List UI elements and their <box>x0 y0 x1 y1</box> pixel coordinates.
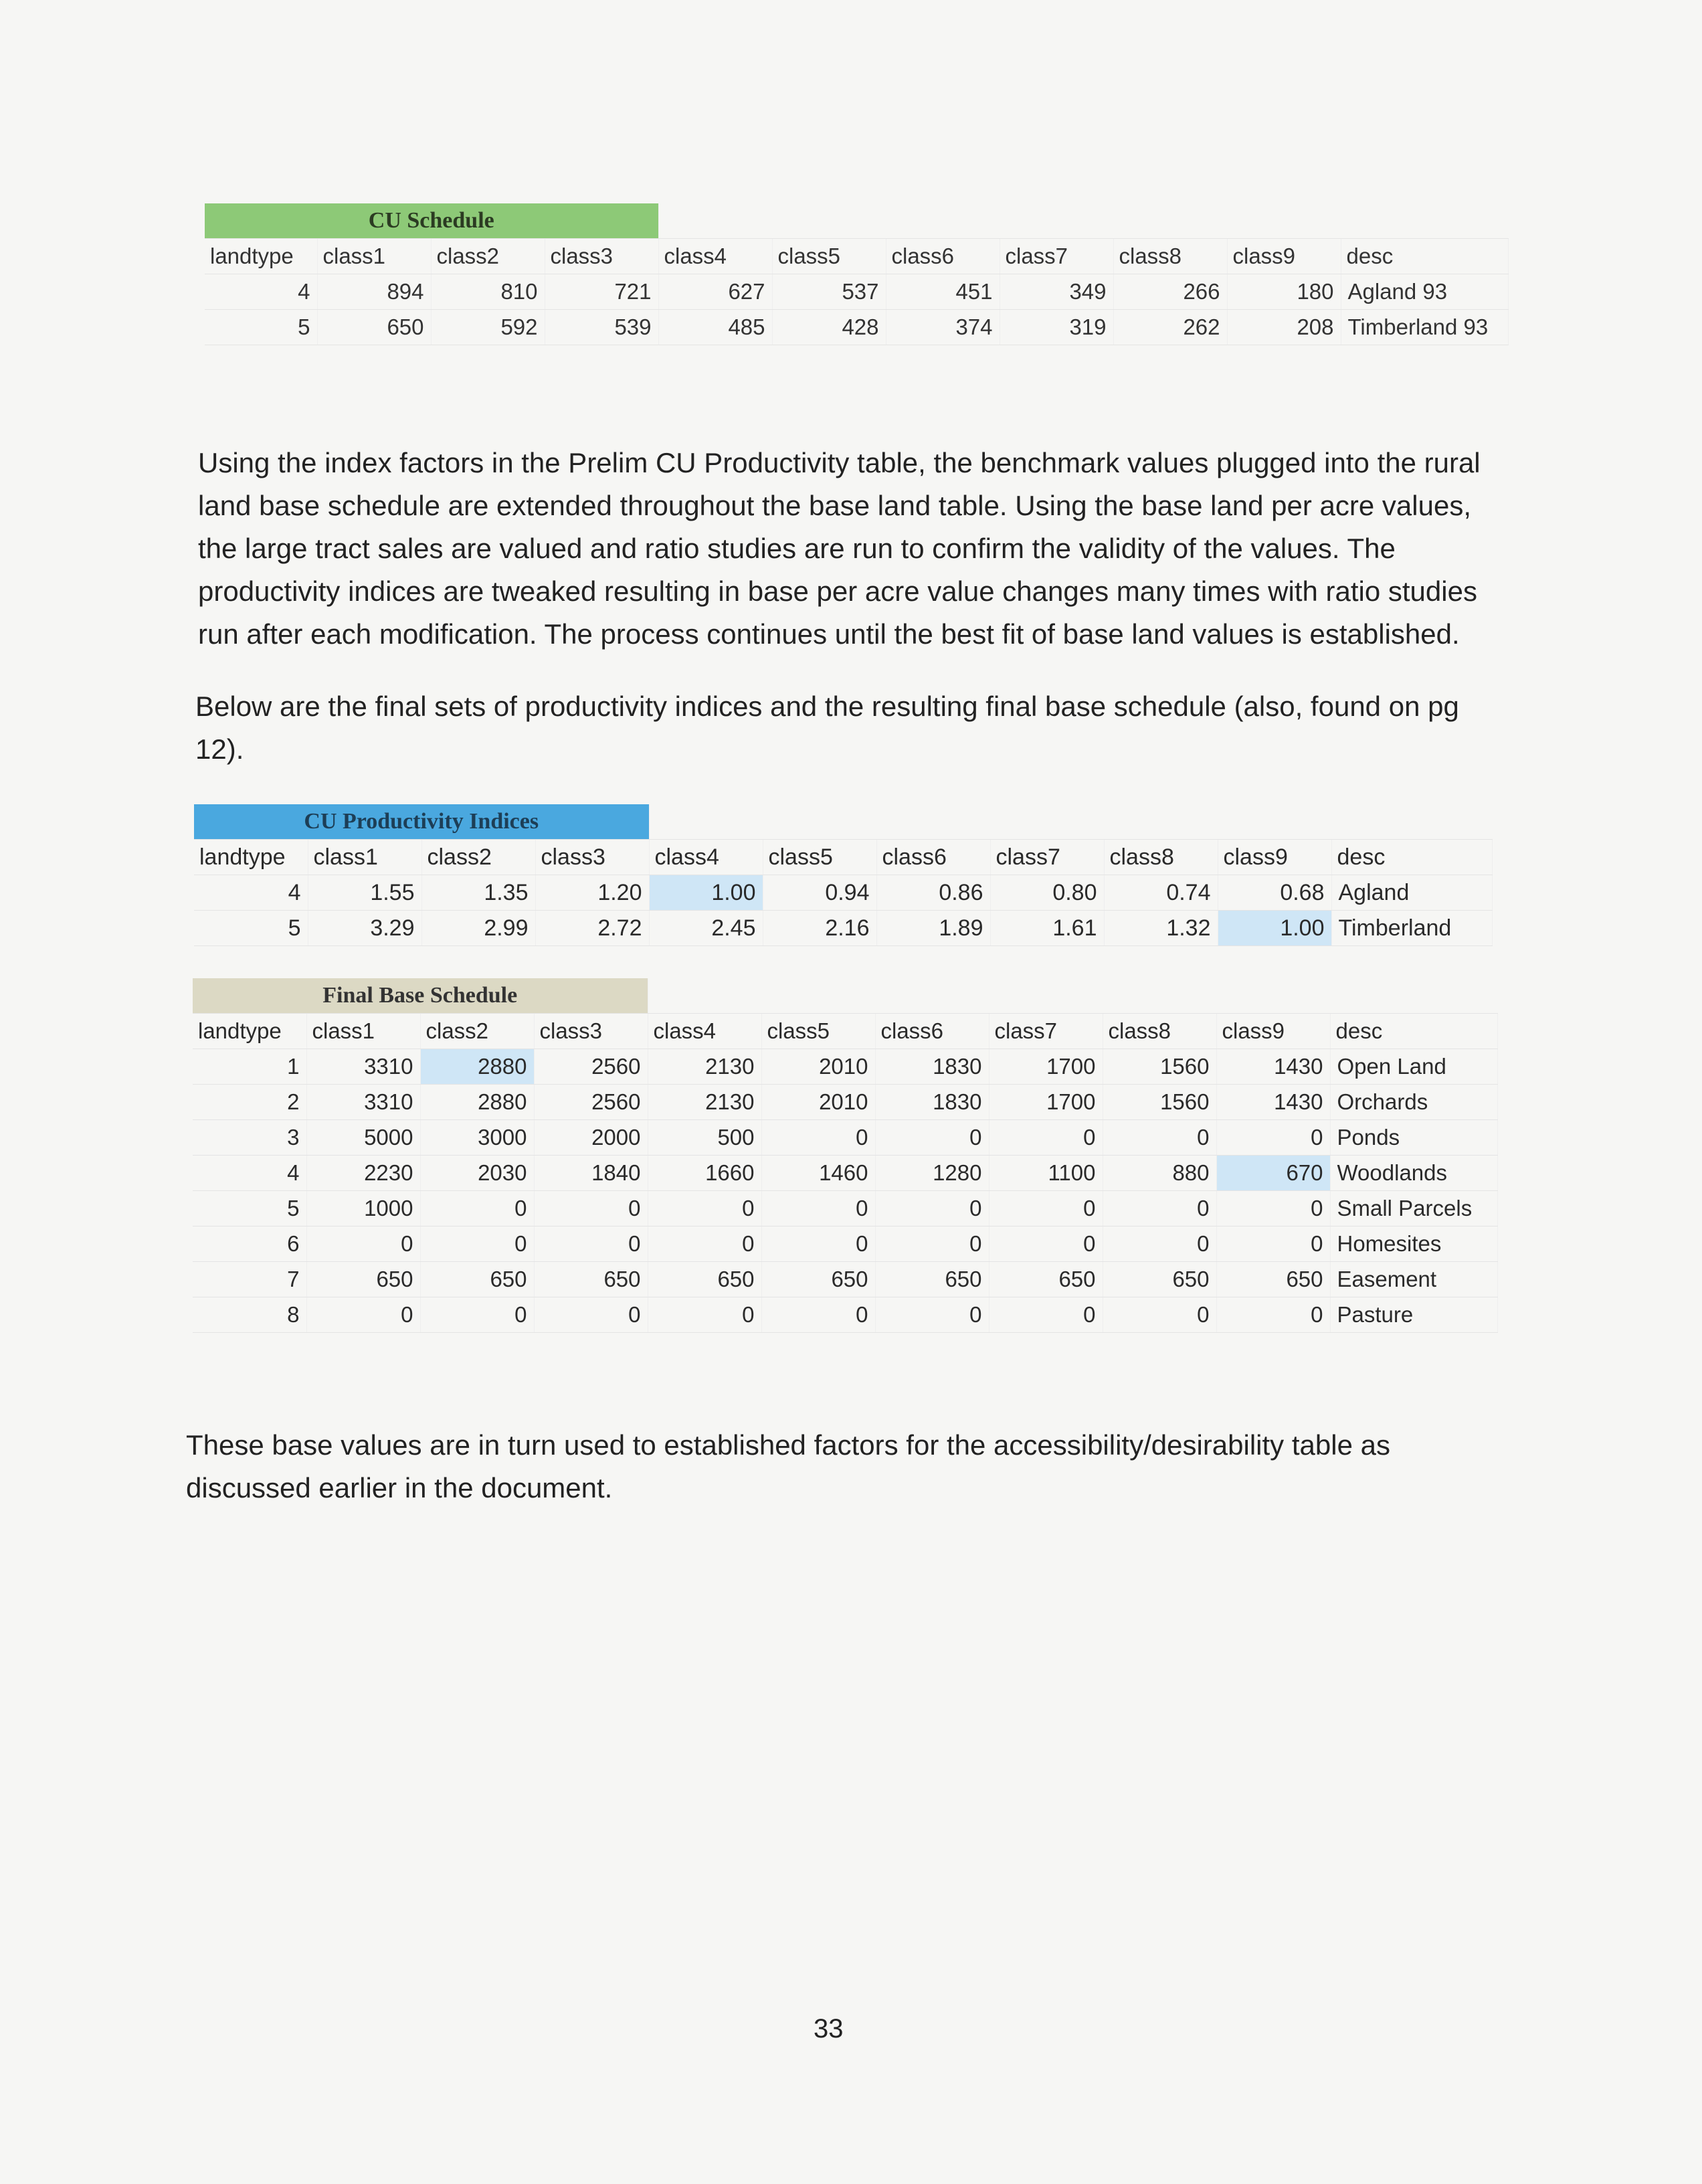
paragraph-final-sets: Below are the final sets of productivity indices and the resulting final base schedule (also, found on pg 12). <box>195 691 1459 765</box>
column-header-class5: class5 <box>772 239 886 274</box>
value-cell: 0 <box>1216 1297 1330 1333</box>
value-cell: 2880 <box>420 1049 534 1085</box>
value-cell: 0 <box>534 1226 648 1262</box>
value-cell: 1.00 <box>649 875 763 911</box>
value-cell: 349 <box>1000 274 1113 310</box>
desc-cell: Timberland 93 <box>1341 310 1508 345</box>
value-cell: 1280 <box>875 1156 989 1191</box>
value-cell: 2130 <box>648 1085 761 1120</box>
table-row <box>193 1156 1497 1191</box>
value-cell: 670 <box>1216 1156 1330 1191</box>
desc-cell: Orchards <box>1330 1085 1497 1120</box>
column-header-class2: class2 <box>421 840 535 875</box>
value-cell: 2.72 <box>535 911 649 946</box>
column-header-class7: class7 <box>990 840 1104 875</box>
value-cell: 0 <box>648 1297 761 1333</box>
cu-productivity-indices-table <box>194 804 1493 946</box>
value-cell: 451 <box>886 274 1000 310</box>
value-cell: 650 <box>761 1262 875 1297</box>
value-cell: 650 <box>875 1262 989 1297</box>
value-cell: 5000 <box>306 1120 420 1156</box>
page-number: 33 <box>814 2014 844 2043</box>
column-header-class3: class3 <box>545 239 658 274</box>
table-row <box>193 1049 1497 1085</box>
column-header-class4: class4 <box>649 840 763 875</box>
value-cell: 0 <box>648 1226 761 1262</box>
value-cell: 1700 <box>989 1049 1103 1085</box>
table-row <box>205 310 1508 345</box>
table-row <box>194 911 1492 946</box>
desc-cell: Pasture <box>1330 1297 1497 1333</box>
column-header-class8: class8 <box>1104 840 1218 875</box>
paragraph-base-values: These base values are in turn used to established factors for the accessibility/desirability table as discussed earlier in the document. <box>186 1429 1390 1504</box>
value-cell: 0 <box>875 1226 989 1262</box>
value-cell: 0 <box>648 1191 761 1226</box>
column-header-class5: class5 <box>761 1014 875 1049</box>
cu-schedule-table <box>205 203 1509 345</box>
column-header-desc: desc <box>1331 840 1492 875</box>
value-cell: 266 <box>1113 274 1227 310</box>
value-cell: 0.94 <box>763 875 876 911</box>
value-cell: 1.89 <box>876 911 990 946</box>
column-header-class2: class2 <box>420 1014 534 1049</box>
value-cell: 2560 <box>534 1085 648 1120</box>
column-header-class6: class6 <box>876 840 990 875</box>
cu-schedule-header-row <box>205 239 1508 274</box>
value-cell: 0 <box>1216 1226 1330 1262</box>
value-cell: 2130 <box>648 1049 761 1085</box>
table-row <box>193 1226 1497 1262</box>
column-header-desc: desc <box>1330 1014 1497 1049</box>
value-cell: 0 <box>875 1191 989 1226</box>
value-cell: 374 <box>886 310 1000 345</box>
value-cell: 650 <box>648 1262 761 1297</box>
value-cell: 0.68 <box>1218 875 1331 911</box>
column-header-class6: class6 <box>875 1014 989 1049</box>
value-cell: 0.80 <box>990 875 1104 911</box>
value-cell: 0 <box>420 1191 534 1226</box>
value-cell: 180 <box>1227 274 1341 310</box>
value-cell: 319 <box>1000 310 1113 345</box>
value-cell: 2230 <box>306 1156 420 1191</box>
column-header-class4: class4 <box>658 239 772 274</box>
value-cell: 1660 <box>648 1156 761 1191</box>
value-cell: 208 <box>1227 310 1341 345</box>
value-cell: 1830 <box>875 1049 989 1085</box>
value-cell: 0 <box>420 1297 534 1333</box>
column-header-class1: class1 <box>317 239 431 274</box>
column-header-class9: class9 <box>1216 1014 1330 1049</box>
value-cell: 650 <box>989 1262 1103 1297</box>
value-cell: 1.32 <box>1104 911 1218 946</box>
value-cell: 880 <box>1103 1156 1216 1191</box>
column-header-class5: class5 <box>763 840 876 875</box>
value-cell: 3310 <box>306 1085 420 1120</box>
landtype-cell: 5 <box>194 911 308 946</box>
value-cell: 2880 <box>420 1085 534 1120</box>
desc-cell: Ponds <box>1330 1120 1497 1156</box>
value-cell: 1430 <box>1216 1049 1330 1085</box>
value-cell: 0 <box>761 1191 875 1226</box>
value-cell: 650 <box>1216 1262 1330 1297</box>
table-row <box>193 1262 1497 1297</box>
value-cell: 1.61 <box>990 911 1104 946</box>
value-cell: 0 <box>1103 1120 1216 1156</box>
final-base-schedule-table <box>193 978 1498 1333</box>
value-cell: 2.99 <box>421 911 535 946</box>
value-cell: 0 <box>1103 1297 1216 1333</box>
table-row <box>193 1191 1497 1226</box>
value-cell: 1430 <box>1216 1085 1330 1120</box>
value-cell: 0 <box>306 1297 420 1333</box>
value-cell: 2030 <box>420 1156 534 1191</box>
value-cell: 1.35 <box>421 875 535 911</box>
column-header-class3: class3 <box>534 1014 648 1049</box>
table-row <box>193 1120 1497 1156</box>
column-header-class4: class4 <box>648 1014 761 1049</box>
desc-cell: Small Parcels <box>1330 1191 1497 1226</box>
landtype-cell: 4 <box>193 1156 306 1191</box>
final-base-schedule-header-row <box>193 1014 1497 1049</box>
value-cell: 0 <box>989 1191 1103 1226</box>
value-cell: 2010 <box>761 1085 875 1120</box>
value-cell: 1.55 <box>308 875 421 911</box>
value-cell: 0 <box>761 1120 875 1156</box>
column-header-desc: desc <box>1341 239 1508 274</box>
landtype-cell: 4 <box>205 274 317 310</box>
column-header-class7: class7 <box>989 1014 1103 1049</box>
value-cell: 721 <box>545 274 658 310</box>
landtype-cell: 8 <box>193 1297 306 1333</box>
value-cell: 3310 <box>306 1049 420 1085</box>
value-cell: 3000 <box>420 1120 534 1156</box>
value-cell: 0 <box>761 1226 875 1262</box>
value-cell: 0 <box>1103 1226 1216 1262</box>
column-header-landtype: landtype <box>194 840 308 875</box>
value-cell: 810 <box>431 274 545 310</box>
landtype-cell: 7 <box>193 1262 306 1297</box>
cu-schedule-title: CU Schedule <box>205 203 658 239</box>
column-header-class1: class1 <box>308 840 421 875</box>
landtype-cell: 4 <box>194 875 308 911</box>
value-cell: 1560 <box>1103 1049 1216 1085</box>
landtype-cell: 5 <box>205 310 317 345</box>
landtype-cell: 1 <box>193 1049 306 1085</box>
landtype-cell: 5 <box>193 1191 306 1226</box>
table-row <box>193 1297 1497 1333</box>
desc-cell: Woodlands <box>1330 1156 1497 1191</box>
value-cell: 0 <box>1216 1120 1330 1156</box>
value-cell: 650 <box>534 1262 648 1297</box>
column-header-class6: class6 <box>886 239 1000 274</box>
value-cell: 894 <box>317 274 431 310</box>
value-cell: 0 <box>420 1226 534 1262</box>
paragraph-index-factors: Using the index factors in the Prelim CU Productivity table, the benchmark values plugged into the rural land base schedule are extended throughout the base land table. Using the base land per acre values, the large tract sales are valued and ratio studies are run to confirm the validity of the values. The productivity indices are tweaked resulting in base per acre value changes many times with ratio studies run after each modification. The process continues until the best fit of base land values is established. <box>198 447 1481 650</box>
column-header-class2: class2 <box>431 239 545 274</box>
table-row <box>194 875 1492 911</box>
value-cell: 0 <box>761 1297 875 1333</box>
value-cell: 2.45 <box>649 911 763 946</box>
value-cell: 428 <box>772 310 886 345</box>
value-cell: 0.74 <box>1104 875 1218 911</box>
table-row <box>205 274 1508 310</box>
value-cell: 627 <box>658 274 772 310</box>
desc-cell: Timberland <box>1331 911 1492 946</box>
value-cell: 0 <box>875 1120 989 1156</box>
value-cell: 650 <box>420 1262 534 1297</box>
value-cell: 1000 <box>306 1191 420 1226</box>
value-cell: 0 <box>989 1120 1103 1156</box>
value-cell: 1560 <box>1103 1085 1216 1120</box>
landtype-cell: 3 <box>193 1120 306 1156</box>
value-cell: 262 <box>1113 310 1227 345</box>
value-cell: 485 <box>658 310 772 345</box>
value-cell: 1840 <box>534 1156 648 1191</box>
desc-cell: Agland 93 <box>1341 274 1508 310</box>
desc-cell: Easement <box>1330 1262 1497 1297</box>
value-cell: 0 <box>534 1297 648 1333</box>
desc-cell: Agland <box>1331 875 1492 911</box>
value-cell: 537 <box>772 274 886 310</box>
column-header-class8: class8 <box>1113 239 1227 274</box>
cu-productivity-indices-title: CU Productivity Indices <box>194 804 649 840</box>
value-cell: 500 <box>648 1120 761 1156</box>
value-cell: 2560 <box>534 1049 648 1085</box>
value-cell: 539 <box>545 310 658 345</box>
cu-productivity-indices-header-row <box>194 840 1492 875</box>
value-cell: 1.20 <box>535 875 649 911</box>
desc-cell: Homesites <box>1330 1226 1497 1262</box>
value-cell: 0 <box>989 1297 1103 1333</box>
column-header-landtype: landtype <box>193 1014 306 1049</box>
value-cell: 1830 <box>875 1085 989 1120</box>
landtype-cell: 2 <box>193 1085 306 1120</box>
table-row <box>193 1085 1497 1120</box>
value-cell: 0.86 <box>876 875 990 911</box>
landtype-cell: 6 <box>193 1226 306 1262</box>
column-header-landtype: landtype <box>205 239 317 274</box>
column-header-class9: class9 <box>1227 239 1341 274</box>
value-cell: 3.29 <box>308 911 421 946</box>
final-base-schedule-title: Final Base Schedule <box>193 978 648 1014</box>
column-header-class1: class1 <box>306 1014 420 1049</box>
column-header-class9: class9 <box>1218 840 1331 875</box>
value-cell: 0 <box>875 1297 989 1333</box>
column-header-class8: class8 <box>1103 1014 1216 1049</box>
value-cell: 0 <box>1103 1191 1216 1226</box>
value-cell: 1700 <box>989 1085 1103 1120</box>
value-cell: 2.16 <box>763 911 876 946</box>
value-cell: 650 <box>317 310 431 345</box>
value-cell: 0 <box>534 1191 648 1226</box>
desc-cell: Open Land <box>1330 1049 1497 1085</box>
value-cell: 2000 <box>534 1120 648 1156</box>
column-header-class7: class7 <box>1000 239 1113 274</box>
column-header-class3: class3 <box>535 840 649 875</box>
value-cell: 1460 <box>761 1156 875 1191</box>
value-cell: 650 <box>306 1262 420 1297</box>
value-cell: 1.00 <box>1218 911 1331 946</box>
value-cell: 2010 <box>761 1049 875 1085</box>
value-cell: 0 <box>989 1226 1103 1262</box>
value-cell: 0 <box>1216 1191 1330 1226</box>
value-cell: 592 <box>431 310 545 345</box>
value-cell: 1100 <box>989 1156 1103 1191</box>
value-cell: 0 <box>306 1226 420 1262</box>
value-cell: 650 <box>1103 1262 1216 1297</box>
